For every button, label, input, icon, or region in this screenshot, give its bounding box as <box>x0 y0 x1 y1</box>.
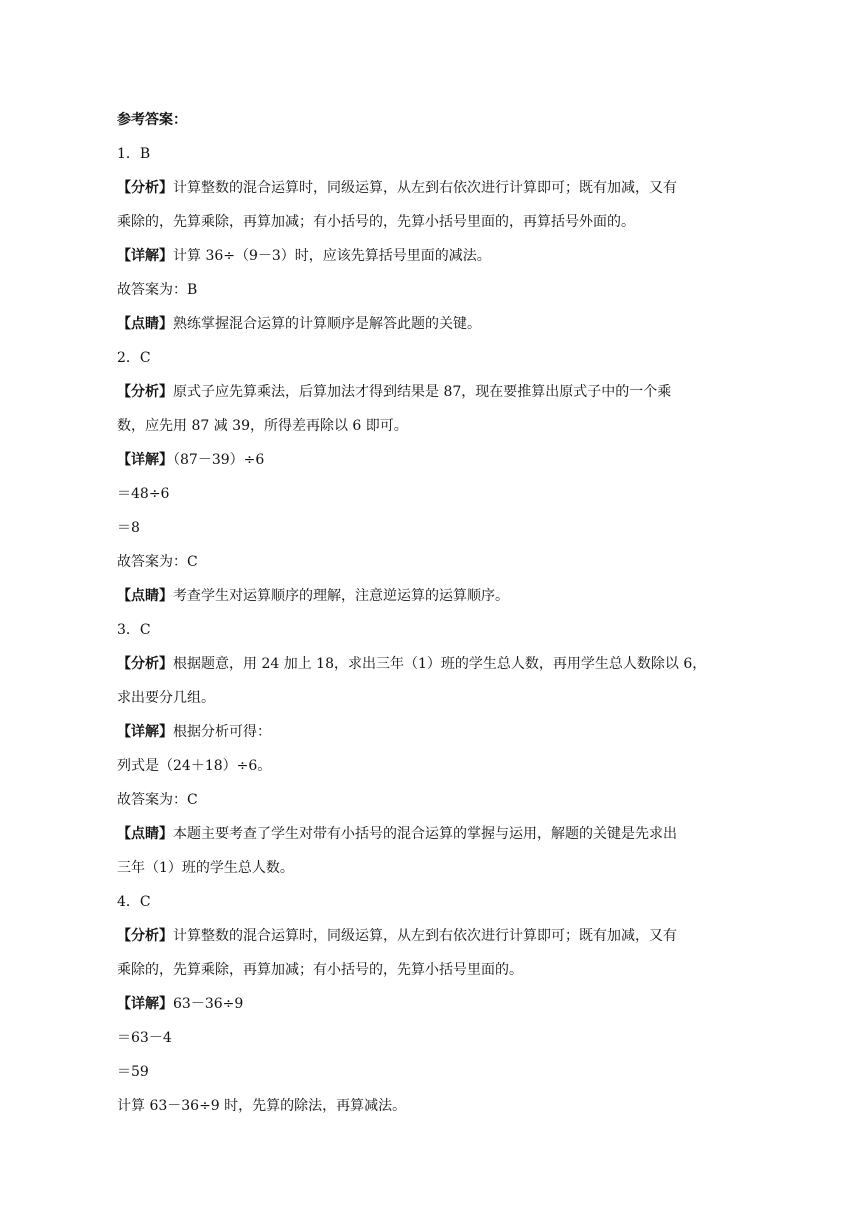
answer-2-analysis-line-2: 数，应先用 87 减 39，所得差再除以 6 即可。 <box>117 418 408 434</box>
comment-tag: 【点睛】 <box>117 826 173 842</box>
answer-4-analysis-line-2: 乘除的，先算乘除，再算加减；有小括号的，先算小括号里面的。 <box>117 962 523 978</box>
answer-3-analysis-line-2: 求出要分几组。 <box>117 690 215 706</box>
answer-3-number: 3．C <box>117 622 151 638</box>
detail-tag: 【详解】 <box>117 248 173 264</box>
answer-2-detail-line-2: ＝48÷6 <box>117 486 170 502</box>
answer-3-result: 故答案为：C <box>117 792 198 808</box>
answer-3-analysis-line-1: 【分析】根据题意，用 24 加上 18，求出三年（1）班的学生总人数，再用学生总人数除以 6， <box>117 656 707 672</box>
answer-1-result: 故答案为：B <box>117 282 198 298</box>
answer-4-detail-line-3: ＝59 <box>117 1064 149 1080</box>
answer-2-detail-line-1: 【详解】（87－39）÷6 <box>117 452 265 468</box>
answer-title: 参考答案： <box>117 112 187 128</box>
answer-1-detail: 【详解】计算 36÷（9－3）时，应该先算括号里面的减法。 <box>117 248 491 264</box>
analysis-tag: 【分析】 <box>117 928 173 944</box>
answer-content <box>117 103 747 1123</box>
detail-tag: 【详解】 <box>117 452 173 468</box>
detail-tag: 【详解】 <box>117 724 173 740</box>
answer-1-number: 1．B <box>117 146 151 162</box>
analysis-tag: 【分析】 <box>117 384 173 400</box>
analysis-tag: 【分析】 <box>117 180 173 196</box>
answer-2-detail-line-3: ＝8 <box>117 520 140 536</box>
detail-tag: 【详解】 <box>117 996 173 1012</box>
answer-4-detail-line-4: 计算 63－36÷9 时，先算的除法，再算减法。 <box>117 1098 407 1114</box>
answer-4-analysis-line-1: 【分析】计算整数的混合运算时，同级运算，从左到右依次进行计算即可；既有加减，又有 <box>117 928 677 944</box>
answer-3-detail-line-2: 列式是（24＋18）÷6。 <box>117 758 272 774</box>
comment-tag: 【点睛】 <box>117 588 173 604</box>
answer-1-analysis-line-2: 乘除的，先算乘除，再算加减；有小括号的，先算小括号里面的，再算括号外面的。 <box>117 214 635 230</box>
answer-3-detail-line-1: 【详解】根据分析可得： <box>117 724 271 740</box>
analysis-tag: 【分析】 <box>117 656 173 672</box>
comment-tag: 【点睛】 <box>117 316 173 332</box>
answer-2-comment: 【点睛】考查学生对运算顺序的理解，注意逆运算的运算顺序。 <box>117 588 509 604</box>
answer-2-analysis-line-1: 【分析】原式子应先算乘法，后算加法才得到结果是 87，现在要推算出原式子中的一个乘 <box>117 384 672 400</box>
answer-2-number: 2．C <box>117 350 151 366</box>
answer-2-result: 故答案为：C <box>117 554 198 570</box>
answer-3-comment-line-2: 三年（1）班的学生总人数。 <box>117 860 294 876</box>
answer-4-detail-line-2: ＝63－4 <box>117 1030 172 1046</box>
answer-3-comment-line-1: 【点睛】本题主要考查了学生对带有小括号的混合运算的掌握与运用，解题的关键是先求出 <box>117 826 677 842</box>
answer-4-number: 4．C <box>117 894 151 910</box>
answer-1-comment: 【点睛】熟练掌握混合运算的计算顺序是解答此题的关键。 <box>117 316 481 332</box>
answer-1-analysis-line-1: 【分析】计算整数的混合运算时，同级运算，从左到右依次进行计算即可；既有加减，又有 <box>117 180 677 196</box>
answer-4-detail-line-1: 【详解】63－36÷9 <box>117 996 244 1012</box>
